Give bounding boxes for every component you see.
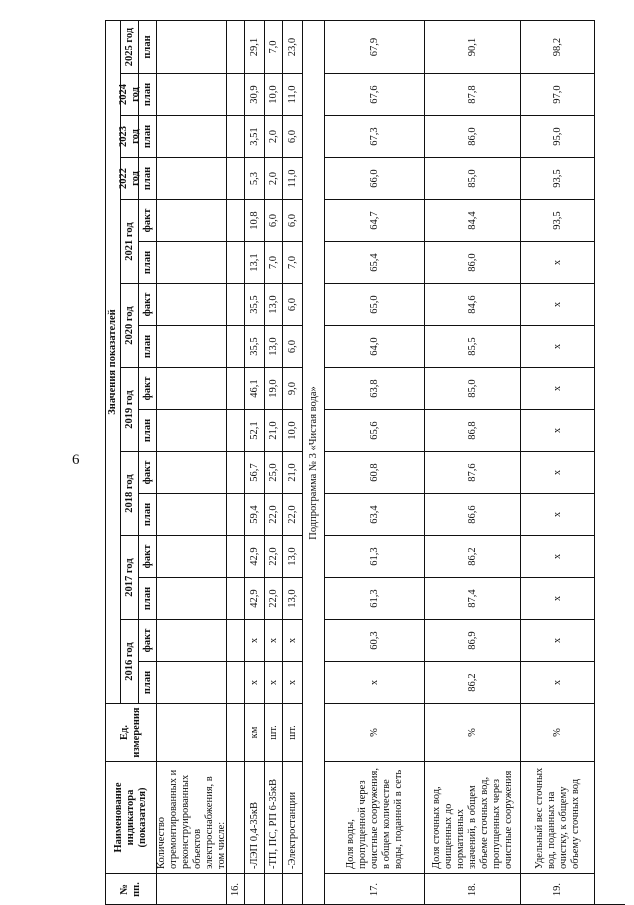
row-value [157, 20, 227, 73]
row-num [157, 873, 227, 905]
row-value: 87,6 [425, 451, 521, 493]
row-value: x [521, 661, 595, 703]
row-value [227, 451, 245, 493]
row-unit: % [325, 703, 425, 761]
row-value: 46,1 [245, 367, 265, 409]
row-value: 61,3 [325, 535, 425, 577]
row-value: 52,1 [245, 409, 265, 451]
row-value [157, 367, 227, 409]
row-value: 19,0 [265, 367, 283, 409]
row-value: 42,9 [245, 577, 265, 619]
row-value: 93,5 [521, 199, 595, 241]
row-value [227, 20, 245, 73]
header-fact: факт [139, 451, 157, 493]
header-plan: план [139, 409, 157, 451]
row-value: 2,0 [265, 115, 283, 157]
row-value: 7,0 [265, 20, 283, 73]
header-values: Значения показателей [105, 20, 121, 703]
header-year-2021: 2021 год [121, 199, 139, 283]
row-value: 21,0 [283, 451, 303, 493]
row-value [157, 73, 227, 115]
header-fact: факт [139, 367, 157, 409]
row-unit: шт. [265, 703, 283, 761]
row-value: x [521, 283, 595, 325]
row-value: 13,0 [283, 535, 303, 577]
row-value: x [521, 409, 595, 451]
row-value: 35,5 [245, 325, 265, 367]
header-year-2016: 2016 год [121, 619, 139, 703]
row-value: 65,6 [325, 409, 425, 451]
row-value: 61,3 [325, 577, 425, 619]
indicators-table [105, 20, 625, 905]
header-num: № пп. [105, 873, 157, 905]
row-value: 29,1 [245, 20, 265, 73]
row-value: 35,5 [245, 283, 265, 325]
row-name [227, 761, 245, 873]
row-value: 67,6 [325, 73, 425, 115]
row-value [157, 199, 227, 241]
header-year-2020: 2020 год [121, 283, 139, 367]
row-value: x [521, 493, 595, 535]
row-value [157, 241, 227, 283]
row-name: Доля сточных вод, очищенных до нормативных значений, в общем объеме сточных вод, пропущенных через очистные сооружения [425, 761, 521, 873]
row-value: x [521, 451, 595, 493]
rotated-table-frame [105, 20, 625, 905]
row-value: 13,1 [245, 241, 265, 283]
row-unit: км [245, 703, 265, 761]
header-plan: план [139, 115, 157, 157]
row-value: 6,0 [283, 115, 303, 157]
row-value: 84,4 [425, 199, 521, 241]
row-value [157, 661, 227, 703]
header-name: Наименование индикатора (показателя) [105, 761, 157, 873]
row-value: x [265, 619, 283, 661]
header-year-2023: 2023 год [121, 115, 139, 157]
header-plan: план [139, 73, 157, 115]
header-year-2017: 2017 год [121, 535, 139, 619]
row-value: 6,0 [283, 325, 303, 367]
row-value: 42,9 [245, 535, 265, 577]
row-value: 86,0 [425, 241, 521, 283]
row-value: 13,0 [265, 325, 283, 367]
row-value [157, 157, 227, 199]
row-value: 7,0 [283, 241, 303, 283]
row-value: 56,7 [245, 451, 265, 493]
row-value: x [283, 661, 303, 703]
header-fact: факт [139, 535, 157, 577]
row-value: x [521, 535, 595, 577]
row-value: 7,0 [265, 241, 283, 283]
row-value: x [325, 661, 425, 703]
row-value [227, 325, 245, 367]
header-plan: план [139, 661, 157, 703]
row-value: 87,8 [425, 73, 521, 115]
row-value: x [521, 577, 595, 619]
subprogram-title: Подпрограмма № 3 «Чистая вода» [303, 20, 325, 905]
row-value: x [283, 619, 303, 661]
row-value: 85,0 [425, 367, 521, 409]
row-value: 64,0 [325, 325, 425, 367]
row-value: 86,2 [425, 661, 521, 703]
row-value: 86,9 [425, 619, 521, 661]
row-value: 10,8 [245, 199, 265, 241]
row-value [157, 409, 227, 451]
row-value: 22,0 [283, 493, 303, 535]
row-value: 90,1 [425, 20, 521, 73]
header-plan: план [139, 20, 157, 73]
row-value [227, 115, 245, 157]
row-value [227, 619, 245, 661]
row-value [227, 199, 245, 241]
row-value: 63,8 [325, 367, 425, 409]
row-name: Удельный вес сточных вод, поданных на очистку, к общему объему сточных вод [521, 761, 595, 873]
row-value [227, 409, 245, 451]
row-value: 87,4 [425, 577, 521, 619]
row-value: 21,0 [265, 409, 283, 451]
row-value: 13,0 [283, 577, 303, 619]
row-value [157, 577, 227, 619]
row-value: 30,9 [245, 73, 265, 115]
row-value [227, 661, 245, 703]
row-value [227, 535, 245, 577]
row-name: -ЛЭП 0,4-35кВ [245, 761, 265, 873]
row-value: x [265, 661, 283, 703]
header-fact: факт [139, 283, 157, 325]
row-value: 86,8 [425, 409, 521, 451]
header-year-2025: 2025 год [121, 20, 139, 73]
row-value [227, 283, 245, 325]
row-value: 64,7 [325, 199, 425, 241]
row-name: Количество отремонтированных и реконструированных объектов электроснабжения, в том числе: [157, 761, 227, 873]
row-value [157, 493, 227, 535]
row-value: x [245, 619, 265, 661]
row-value [157, 325, 227, 367]
row-value: 22,0 [265, 535, 283, 577]
header-plan: план [139, 241, 157, 283]
row-value: 3,51 [245, 115, 265, 157]
row-value [227, 493, 245, 535]
row-value: 22,0 [265, 577, 283, 619]
row-unit [227, 703, 245, 761]
row-value: x [521, 619, 595, 661]
row-value [227, 73, 245, 115]
row-value: 60,3 [325, 619, 425, 661]
header-plan: план [139, 157, 157, 199]
row-value: 93,5 [521, 157, 595, 199]
header-plan: план [139, 325, 157, 367]
row-num: 18. [425, 873, 521, 905]
row-value: 95,0 [521, 115, 595, 157]
row-value: 13,0 [265, 283, 283, 325]
header-year-2018: 2018 год [121, 451, 139, 535]
row-value: 63,4 [325, 493, 425, 535]
header-year-2024: 2024 год [121, 73, 139, 115]
row-value: 6,0 [283, 283, 303, 325]
row-value: x [245, 661, 265, 703]
row-value [157, 283, 227, 325]
row-value: 67,9 [325, 20, 425, 73]
row-num [245, 873, 265, 905]
row-value: 25,0 [265, 451, 283, 493]
row-name: -ТП, ПС, РП 6-35кВ [265, 761, 283, 873]
row-value [157, 451, 227, 493]
row-value: 9,0 [283, 367, 303, 409]
row-value: 6,0 [265, 199, 283, 241]
row-num [283, 873, 303, 905]
row-unit: % [521, 703, 595, 761]
row-value: 65,4 [325, 241, 425, 283]
row-value [227, 577, 245, 619]
row-value [227, 157, 245, 199]
row-value: x [521, 325, 595, 367]
row-unit: % [425, 703, 521, 761]
header-plan: план [139, 577, 157, 619]
row-value: 5,3 [245, 157, 265, 199]
header-year-2019: 2019 год [121, 367, 139, 451]
row-value: 97,0 [521, 73, 595, 115]
row-value: 67,3 [325, 115, 425, 157]
row-unit [157, 703, 227, 761]
row-num: 19. [521, 873, 595, 905]
row-num [265, 873, 283, 905]
page-number: 6 [72, 452, 80, 468]
row-value: 85,0 [425, 157, 521, 199]
row-value: 22,0 [265, 493, 283, 535]
row-value: x [521, 367, 595, 409]
row-name: -Электростанции [283, 761, 303, 873]
row-value: 65,0 [325, 283, 425, 325]
header-plan: план [139, 493, 157, 535]
row-value: 10,0 [265, 73, 283, 115]
row-value: 23,0 [283, 20, 303, 73]
row-name: Доля воды, пропущенной через очистные сооружения, в общем количестве воды, поданной в сеть [325, 761, 425, 873]
header-unit: Ед. измерения [105, 703, 157, 761]
row-value [157, 535, 227, 577]
row-value: 86,0 [425, 115, 521, 157]
row-value: 60,8 [325, 451, 425, 493]
row-value: x [521, 241, 595, 283]
row-value: 10,0 [283, 409, 303, 451]
header-fact: факт [139, 619, 157, 661]
row-value: 86,6 [425, 493, 521, 535]
row-value: 85,5 [425, 325, 521, 367]
row-value: 98,2 [521, 20, 595, 73]
row-value: 2,0 [265, 157, 283, 199]
row-value: 86,2 [425, 535, 521, 577]
row-value [157, 619, 227, 661]
row-value [227, 367, 245, 409]
row-value: 11,0 [283, 157, 303, 199]
row-value [227, 241, 245, 283]
row-value: 11,0 [283, 73, 303, 115]
row-value: 66,0 [325, 157, 425, 199]
row-value [157, 115, 227, 157]
header-year-2022: 2022 год [121, 157, 139, 199]
row-num: 16. [227, 873, 245, 905]
row-unit: шт. [283, 703, 303, 761]
header-fact: факт [139, 199, 157, 241]
row-num: 17. [325, 873, 425, 905]
row-value: 6,0 [283, 199, 303, 241]
row-value: 59,4 [245, 493, 265, 535]
row-value: 84,6 [425, 283, 521, 325]
